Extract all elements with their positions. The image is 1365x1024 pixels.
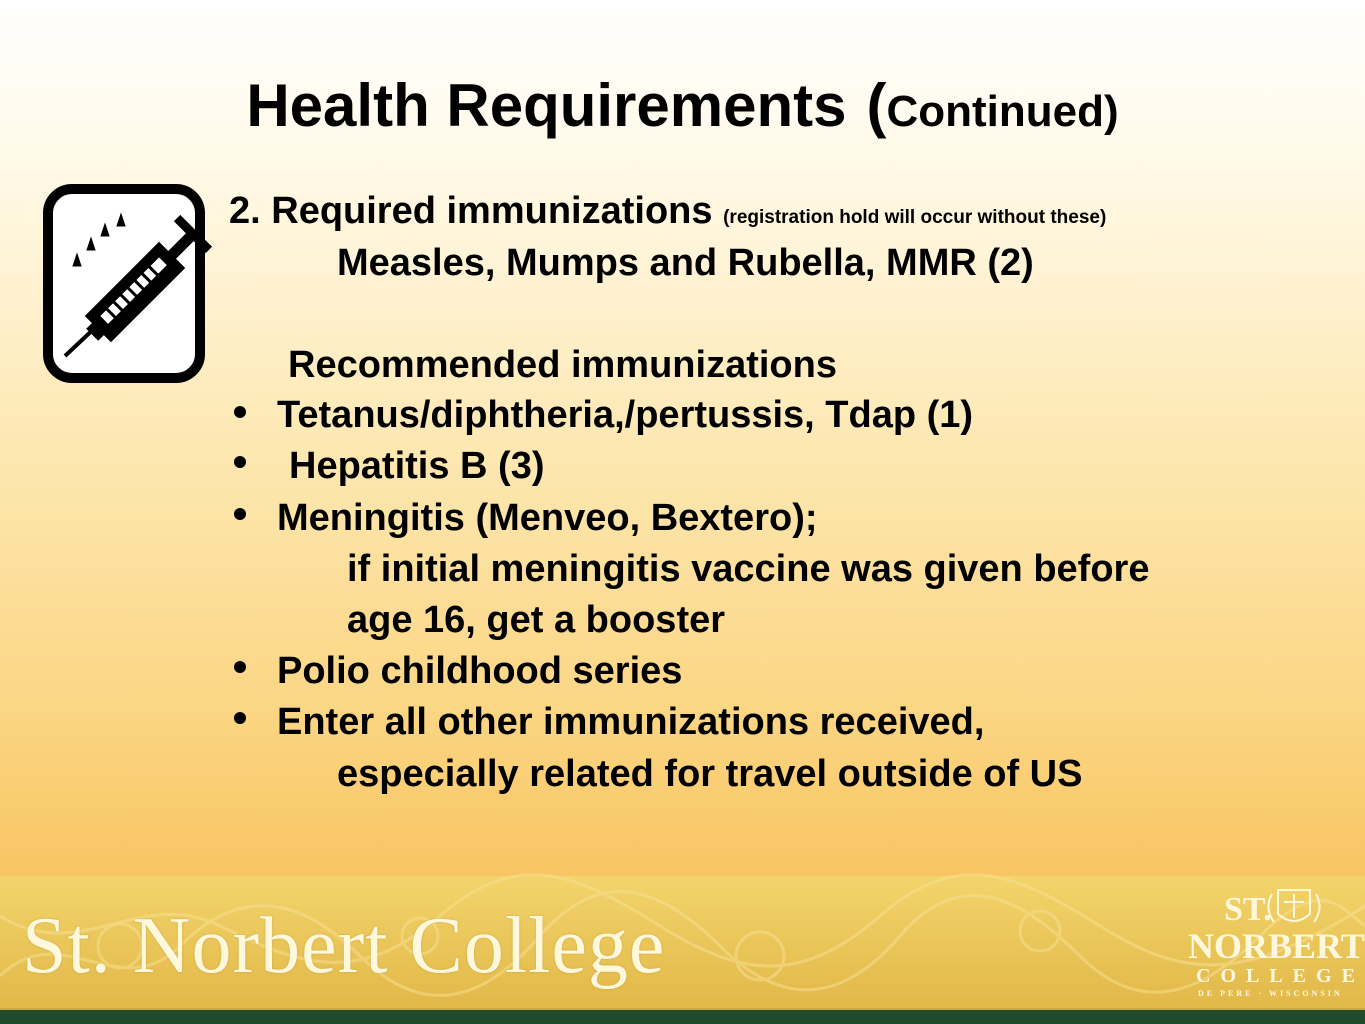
svg-text:DE PERE · WISCONSIN: DE PERE · WISCONSIN xyxy=(1198,989,1343,998)
syringe-icon xyxy=(43,184,205,383)
svg-text:COLLEGE: COLLEGE xyxy=(1196,965,1365,987)
bullet-other-immunizations: Enter all other immunizations received, xyxy=(277,701,985,743)
travel-note: especially related for travel outside of US xyxy=(337,753,1083,795)
meningitis-note-1: if initial meningitis vaccine was given before xyxy=(347,548,1150,590)
bullet-meningitis: Meningitis (Menveo, Bextero); xyxy=(277,497,818,539)
meningitis-note-2: age 16, get a booster xyxy=(347,599,726,641)
required-heading xyxy=(229,188,1106,241)
slide-title-main: Health Requirements xyxy=(246,72,847,139)
bullet-dot xyxy=(234,661,246,673)
footer-green-bar xyxy=(0,1008,1365,1024)
svg-text:NORBERT: NORBERT xyxy=(1188,926,1365,966)
bullet-tdap: Tetanus/diphtheria,/pertussis, Tdap (1) xyxy=(277,394,974,436)
svg-text:ST.: ST. xyxy=(1224,891,1272,928)
slide-title-paren: ( xyxy=(866,72,887,139)
mmr-line: Measles, Mumps and Rubella, MMR (2) xyxy=(337,242,1034,284)
bullet-dot xyxy=(234,508,246,520)
bullet-hepatitis-b: Hepatitis B (3) xyxy=(289,445,545,487)
slide-title-continued: Continued) xyxy=(886,87,1119,136)
bullet-dot xyxy=(234,456,246,468)
recommended-heading: Recommended immunizations xyxy=(288,344,837,386)
college-name-wordmark: St. Norbert College xyxy=(22,902,666,990)
required-heading-note: (registration hold will occur without these) xyxy=(723,207,1107,228)
footer-banner xyxy=(0,876,1365,1008)
college-logo xyxy=(1186,884,1365,1002)
required-heading-main: 2. Required immunizations xyxy=(229,190,713,232)
bullet-polio: Polio childhood series xyxy=(277,650,683,692)
bullet-dot xyxy=(234,712,246,724)
slide-title xyxy=(0,72,1365,146)
bullet-dot xyxy=(234,406,246,418)
